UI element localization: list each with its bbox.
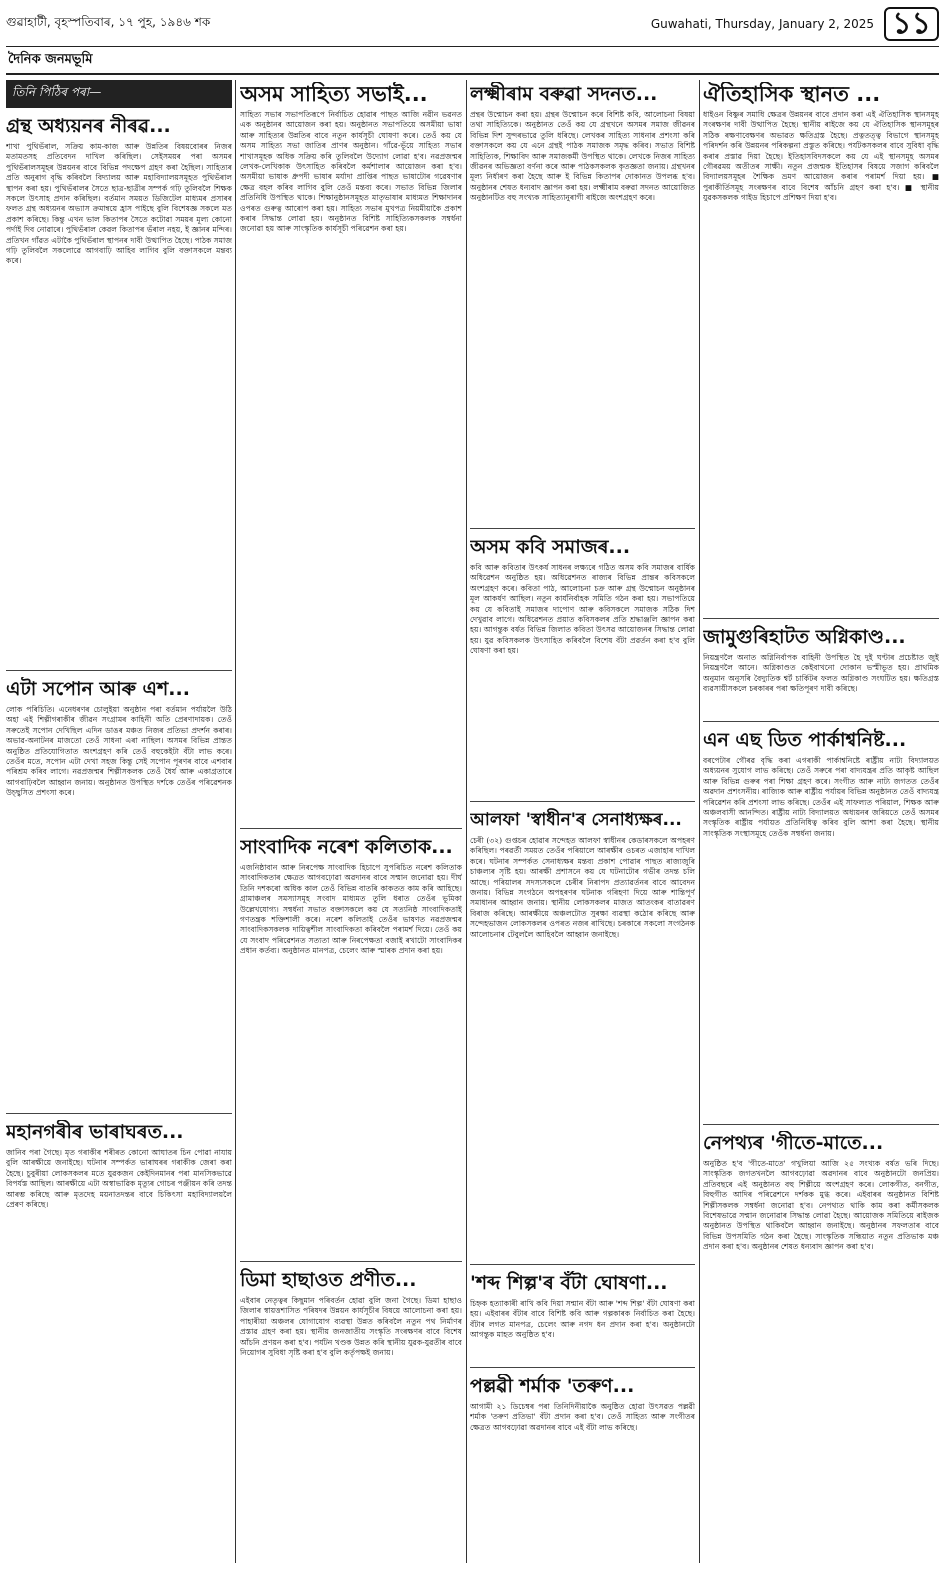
- article-body: প্ৰন্থৰ উন্মোচন কৰা হয়। গ্ৰন্থৰ উন্মোচন কৰে বিশিষ্ট কবি, আলোচনা বিষয়া তথা সাহিত্যিকে। অনুষ্ঠানত তেওঁ কয় যে গ্ৰন্থখনে অসমৰ সমাজ জীৱনৰ বিভিন্ন দিশ সুন্দৰভাৱে তুলি ধৰিছে। লেখকৰ সাহিত্য সাধনাৰ প্ৰশংসা কৰি বক্তাসকলে কয় যে এনে গ্ৰন্থই পাঠক সমাজক সমৃদ্ধ কৰিব। সভাত বিশিষ্ট সাহিত্যিক, শিক্ষাবিদ আৰু সমাজকৰ্মী উপস্থিত থাকে। লেখকে নিজৰ সাহিত্য জীৱনৰ অভিজ্ঞতা বৰ্ণনা কৰে আৰু পাঠকসকলক কৃতজ্ঞতা জনায়। গ্ৰন্থখনৰ মূল্য নিৰ্ধাৰণ কৰা হৈছে আৰু ই বিভিন্ন কিতাপৰ দোকানত উপলব্ধ হ'ব। অনুষ্ঠানৰ শেষত ধন্যবাদ জ্ঞাপন কৰা হয়। লক্ষ্মীৰাম বৰুৱা সদনত আয়োজিত অনুষ্ঠানটিত বহু সংখ্যক সাহিত্যানুৰাগী ৰাইজে অংশগ্ৰহণ কৰে।: [470, 110, 695, 203]
- article-lakshmiram: [470, 82, 695, 520]
- article-body: জানিব পৰা গৈছে। মৃত গৰাকীৰ শৰীৰত কোনো আঘাতৰ চিন পোৱা নাযায় বুলি আৰক্ষীয়ে জনাইছে। ঘটনাৰ সম্পৰ্কত ভাৰাঘৰৰ গৰাকীক জেৰা কৰা হৈছে। চুবুৰীয়া লোকসকলৰ মতে যুৱকজন কেইদিনমানৰ পৰা মানসিকভাৱে বিপৰ্যস্ত আছিল। আৰক্ষীয়ে এটা অস্বাভাৱিক মৃত্যুৰ গোচৰ পঞ্জীয়ন কৰি তদন্ত আৰম্ভ কৰিছে আৰু মৃতদেহ ময়নাতদন্তৰ বাবে চিকিৎসা মহাবিদ্যালয়লৈ প্ৰেৰণ কৰিছে।: [6, 1148, 232, 1210]
- article-kabi: [470, 535, 695, 793]
- article-phd: [703, 728, 939, 1116]
- article-body: চেৰী (৩২) গুপ্তচৰ হোৱাৰ সন্দেহত আলফা স্বাধীনৰ কেডাৰসকলে অপহৰণ কৰিছিল। পৰৱৰ্তী সময়ত তেওঁৰ পৰিয়ালে আৰক্ষীৰ ওচৰত এজাহাৰ দাখিল কৰে। ঘটনাৰ সম্পৰ্কত সেনাধ্যক্ষৰ মন্তব্য প্ৰকাশ পোৱাৰ পাছত ৰাজ্যজুৰি চাঞ্চল্যৰ সৃষ্টি হয়। আৰক্ষী প্ৰশাসনে কয় যে ঘটনাটোৰ গভীৰ তদন্ত চলি আছে। পৰিয়ালৰ সদস্যসকলে চেৰীৰ নিৰাপদ প্ৰত্যাৱৰ্তনৰ বাবে আবেদন জনায়। বিভিন্ন সংগঠনে অপহৰণৰ ঘটনাক গৰিহণা দিয়ে আৰু শান্তিপূৰ্ণ সমাধানৰ আহ্বান জনায়। স্থানীয় লোকসকলৰ মাজত আতংকৰ বাতাৱৰণ বিৰাজ কৰিছে। আৰক্ষীয়ে অঞ্চলটোত সুৰক্ষা ব্যৱস্থা কঠোৰ কৰিছে আৰু সন্দেহভাজন লোকসকলৰ ওপৰত নজৰ ৰাখিছে। চৰকাৰে সকলো সংগঠনক আলোচনাৰ টেবুললৈ আহিবলৈ আহ্বান জনাইছে।: [470, 836, 695, 939]
- article-jamuguri: [703, 625, 939, 713]
- divider: [470, 801, 695, 802]
- headline: পল্লৱী শৰ্মাক 'তৰুণ...: [470, 1375, 635, 1397]
- dateline-right: Guwahati, Thursday, January 2, 2025: [650, 17, 875, 31]
- headline: লক্ষ্মীৰাম বৰুৱা সদনত...: [470, 83, 658, 105]
- column-divider: [466, 80, 467, 1563]
- divider: [703, 1124, 939, 1125]
- divider: [470, 1264, 695, 1265]
- article-body: নিয়ন্ত্ৰণলৈ অনাত অগ্নিনিৰ্বাপক বাহিনী উপস্থিত হৈ দুই ঘণ্টাৰ প্ৰচেষ্টাত জুই নিয়ন্ত্ৰণলৈ আনে। অগ্নিকাণ্ডত কেইবাখনো দোকান ভস্মীভূত হয়। প্ৰাথমিক অনুমান অনুসৰি বৈদ্যুতিক শ্বৰ্ট চাৰ্কিটৰ ফলত অগ্নিকাণ্ড সংঘটিত হয়। ক্ষতিগ্ৰস্ত ব্যৱসায়ীসকলে চৰকাৰৰ পৰা ক্ষতিপূৰণ দাবী কৰিছে।: [703, 653, 939, 694]
- divider: [6, 670, 232, 671]
- divider: [470, 1367, 695, 1368]
- divider: [703, 618, 939, 619]
- section-label: তিনি পিঠিৰ পৰা—: [6, 80, 232, 108]
- article-granth: [6, 114, 232, 662]
- article-body: বৰপেটাৰ গৌৰৱ বৃদ্ধি কৰা এগৰাকী পাৰ্কাশ্বনিষ্টে ৰাষ্ট্ৰীয় নাট্য বিদ্যালয়ত অধ্যয়নৰ সুযোগ লাভ কৰিছে। তেওঁ সৰুৰে পৰা বাদ্যযন্ত্ৰৰ প্ৰতি আকৃষ্ট আছিল আৰু বিভিন্ন গুৰুৰ পৰা শিক্ষা গ্ৰহণ কৰে। সংগীত আৰু নাট্য জগতত তেওঁৰ অৱদান প্ৰশংসনীয়। ৰাজ্যিক আৰু ৰাষ্ট্ৰীয় পৰ্যায়ৰ বিভিন্ন অনুষ্ঠানত তেওঁ বাদ্যযন্ত্ৰ পৰিৱেশন কৰি প্ৰশংসা লাভ কৰিছে। তেওঁৰ এই সাফল্যত পৰিয়াল, শিক্ষক আৰু অঞ্চলবাসী আনন্দিত। ৰাষ্ট্ৰীয় নাট্য বিদ্যালয়ত অধ্যয়নৰ জৰিয়তে তেওঁ অসমৰ সংস্কৃতিক ৰাষ্ট্ৰীয় পৰ্যায়ত প্ৰতিনিধিত্ব কৰিব বুলি আশা কৰা হৈছে। স্থানীয় সাংস্কৃতিক সংস্থাসমূহে তেওঁক সম্বৰ্ধনা জনায়।: [703, 756, 939, 838]
- column-1: [6, 80, 232, 1563]
- masthead: [6, 46, 939, 75]
- page-number: ১১: [884, 7, 939, 41]
- article-dima: [240, 1268, 462, 1358]
- column-divider: [699, 80, 700, 1563]
- brand-name: দৈনিক জনমভূমি: [8, 52, 93, 67]
- headline: ডিমা হাছাওত প্ৰণীত...: [240, 1269, 417, 1291]
- headline: এটা সপোন আৰু এশ...: [6, 678, 190, 700]
- article-alfa: [470, 808, 695, 1256]
- headline: মহানগৰীৰ ভাৰাঘৰত...: [6, 1121, 184, 1143]
- headline: নেপথ্যৰ 'গীতে-মাতে...: [703, 1132, 884, 1154]
- article-mahanagar: [6, 1120, 232, 1210]
- column-2: [240, 80, 462, 1563]
- article-body: সাহিত্য সভাৰ সভাপতিৰূপে নিৰ্বাচিত হোৱাৰ পাছত আজি নৱীন ভৱনত এক অনুষ্ঠানৰ আয়োজন কৰা হয়। অনুষ্ঠানত সভাপতিয়ে অসমীয়া ভাষা আৰু সাহিত্যৰ উন্নতিৰ বাবে নতুন কাৰ্যসূচী ঘোষণা কৰে। তেওঁ কয় যে অসম সাহিত্য সভা জাতিৰ প্ৰাণৰ অনুষ্ঠান। গাঁৱে-ভূঁয়ে সাহিত্য সভাৰ শাখাসমূহক অধিক সক্ৰিয় কৰি তুলিবলৈ উদ্যোগ লোৱা হ'ব। নৱপ্ৰজন্মৰ লেখক-লেখিকাক উৎসাহিত কৰিবলৈ কৰ্মশালাৰ আয়োজন কৰা হ'ব। অসমীয়া ভাষাক ধ্ৰুপদী ভাষাৰ মৰ্যাদা প্ৰাপ্তিৰ পাছত ভাষাটোৰ গৱেষণাৰ ক্ষেত্ৰ বহল কৰিব লাগিব বুলি তেওঁ মন্তব্য কৰে। সভাত বিভিন্ন জিলাৰ প্ৰতিনিধি উপস্থিত থাকে। শিক্ষানুষ্ঠানসমূহত মাতৃভাষাৰ মাধ্যমত শিক্ষাদানৰ ওপৰত গুৰুত্ব আৰোপ কৰা হয়। সাহিত্য সভাৰ মুখপত্ৰ নিয়মীয়াকৈ প্ৰকাশ কৰাৰ সিদ্ধান্ত লোৱা হয়। অনুষ্ঠানত বিশিষ্ট সাহিত্যিকসকলক সম্বৰ্ধনা জনোৱা হয় আৰু সাংস্কৃতিক কাৰ্যসূচী পৰিৱেশন কৰা হয়।: [240, 110, 462, 234]
- headline: সাংবাদিক নৰেশ কলিতাক...: [240, 836, 453, 858]
- article-body: শাখা পুথিভঁৰাল, সক্ৰিয় কাম-কাজ আৰু উন্নতিৰ বিষয়বোৰৰ নিজৰ মতামতসহ প্ৰতিবেদন দাখিল কৰিছিল। সেইসময়ৰ পৰা অসমৰ পুথিভঁৰালসমূহৰ উন্নয়নৰ বাবে বিভিন্ন পদক্ষেপ গ্ৰহণ কৰা হৈছিল। সাহিত্যৰ প্ৰতি অনুৰাগ বৃদ্ধি কৰিবলৈ বিদ্যালয় আৰু মহাবিদ্যালয়সমূহত পুথিভঁৰাল স্থাপন কৰা হয়। পুথিভঁৰালৰ সৈতে ছাত্ৰ-ছাত্ৰীৰ সম্পৰ্ক গঢ়ি তুলিবলৈ শিক্ষক সকলে উৎসাহ প্ৰদান কৰিছিল। বৰ্তমান সময়ত ডিজিটেল মাধ্যমৰ প্ৰসাৰৰ ফলত গ্ৰন্থ অধ্যয়নৰ অভ্যাস ক্ৰমান্বয়ে হ্ৰাস পাইছে বুলি বিশেষজ্ঞ সকলে মত প্ৰকাশ কৰিছে। কিন্তু এখন ভাল কিতাপৰ সৈতে কটোৱা সময়ৰ মূল্য কোনো পৰ্দাই দিব নোৱাৰে। পুথিভঁৰাল কেৱল কিতাপৰ ভঁৰাল নহয়, ই জ্ঞানৰ মন্দিৰ। প্ৰতিখন গাঁৱত এটাকৈ পুথিভঁৰাল স্থাপনৰ দাবী উত্থাপিত হৈছে। পাঠক সমাজ গঢ়ি তুলিবলৈ সকলোৱে আগবাঢ়ি আহিব লাগিব বুলি বক্তাসকলে মন্তব্য কৰে।: [6, 142, 232, 266]
- divider: [240, 828, 462, 829]
- article-body: লোক পৰিচিতি। এনেধৰণৰ চোলুইয়া অনুষ্ঠান পৰা বৰ্তমান পৰ্যায়লৈ উঠি অহা এই শিল্পীগৰাকীৰ জীৱন সংগ্ৰামৰ কাহিনী অতি প্ৰেৰণাদায়ক। তেওঁ সৰুতেই সপোন দেখিছিল এদিন ডাঙৰ মঞ্চত নিজৰ প্ৰতিভা প্ৰদৰ্শন কৰাৰ। অভাৱ-অনাটনৰ মাজতো তেওঁ সাধনা এৰা নাছিল। অসমৰ বিভিন্ন প্ৰান্তত অনুষ্ঠিত প্ৰতিযোগিতাত অংশগ্ৰহণ কৰি তেওঁ বহুকেইটা বঁটা লাভ কৰে। তেওঁৰ মতে, সপোন এটা দেখা সহজ কিন্তু সেই সপোন পূৰণৰ বাবে এশবাৰ পৰিশ্ৰম কৰিব লাগে। নৱপ্ৰজন্মৰ শিল্পীসকলক তেওঁ ধৈৰ্য আৰু একাগ্ৰতাৰে আগবাঢ়িবলৈ আহ্বান জনায়। অনুষ্ঠানত উপস্থিত দৰ্শকে তেওঁৰ পৰিৱেশনক উচ্ছ্বসিত প্ৰশংসা কৰে।: [6, 705, 232, 798]
- article-body: চিহ্নক হত্যাকাৰী ৰাখি কবি দিয়া সন্মান বঁটা আৰু 'শব্দ শিল্প' বঁটা ঘোষণা কৰা হয়। এইবাৰৰ বঁটাৰ বাবে বিশিষ্ট কবি আৰু গল্পকাৰক নিৰ্বাচিত কৰা হৈছে। বঁটাৰ লগত মানপত্ৰ, চেলেং আৰু নগদ ধন প্ৰদান কৰা হ'ব। অনুষ্ঠানটো আগন্তুক মাহত অনুষ্ঠিত হ'ব।: [470, 1299, 695, 1340]
- dateline-left: গুৱাহাটী, বৃহস্পতিবাৰ, ১৭ পুহ, ১৯৪৬ শক: [6, 15, 211, 29]
- headline: 'শব্দ শিল্প'ৰ বঁটা ঘোষণা...: [470, 1272, 668, 1294]
- headline: এন এছ ডিত পাৰ্কাশ্বনিষ্ট...: [703, 729, 907, 751]
- article-sahitya: [240, 82, 462, 820]
- headline: গ্ৰন্থ অধ্যয়নৰ নীৰৱ...: [6, 115, 171, 137]
- divider: [6, 1113, 232, 1114]
- headline: ঐতিহাসিক স্থানত ...: [703, 82, 881, 106]
- headline: আলফা 'স্বাধীন'ৰ সেনাধ্যক্ষৰ...: [470, 810, 682, 830]
- headline: অসম সাহিত্য সভাই...: [240, 82, 428, 106]
- article-body: ধাইওন বিষ্ণুৰ সমাধি ক্ষেত্ৰৰ উন্নয়নৰ বাবে প্ৰদান কৰা এই ঐতিহাসিক স্থানসমূহ সংৰক্ষণৰ দাবী উত্থাপিত হৈছে। স্থানীয় ৰাইজে কয় যে ঐতিহাসিক স্থানসমূহৰ সঠিক ৰক্ষণাবেক্ষণৰ অভাৱত ক্ষতিগ্ৰস্ত হৈছে। প্ৰত্নতত্ত্ব বিভাগে স্থানসমূহ পৰিদৰ্শন কৰি উন্নয়নৰ পৰিকল্পনা প্ৰস্তুত কৰিছে। পৰ্যটকসকলৰ বাবে সুবিধা বৃদ্ধি কৰাৰ প্ৰস্তাৱ দিয়া হৈছে। ইতিহাসবিদসকলে কয় যে এই স্থানসমূহ অসমৰ গৌৰৱময় অতীতৰ সাক্ষী। নতুন প্ৰজন্মক ইতিহাসৰ বিষয়ে সজাগ কৰিবলৈ বিদ্যালয়সমূহৰ শৈক্ষিক ভ্ৰমণ আয়োজন কৰাৰ পৰামৰ্শ দিয়া হয়। ■ পুৰাকীৰ্তিসমূহ সংৰক্ষণৰ বাবে বিশেষ আঁচনি গ্ৰহণ কৰা হ'ব। ■ স্থানীয় যুৱকসকলক গাইড হিচাপে প্ৰশিক্ষণ দিয়া হ'ব।: [703, 110, 939, 203]
- article-body: কবি আৰু কবিতাৰ উৎকৰ্ষ সাধনৰ লক্ষ্যৰে গঠিত অসম কবি সমাজৰ বাৰ্ষিক অধিৱেশন অনুষ্ঠিত হয়। অধিৱেশনত ৰাজ্যৰ বিভিন্ন প্ৰান্তৰ কবিসকলে অংশগ্ৰহণ কৰে। কবিতা পাঠ, আলোচনা চক্ৰ আৰু গ্ৰন্থ উন্মোচন অনুষ্ঠানৰ মূল আকৰ্ষণ আছিল। নতুন কাৰ্যনিৰ্বাহক সমিতি গঠন কৰা হয়। সভাপতিয়ে কয় যে কবিতাই সমাজৰ দাপোণ আৰু কবিসকলে সমাজক সঠিক দিশ দেখুৱাব লাগে। অধিৱেশনত প্ৰয়াত কবিসকলৰ প্ৰতি শ্ৰদ্ধাঞ্জলি জ্ঞাপন কৰা হয়। আগন্তুক বৰ্ষত বিভিন্ন জিলাত কবিতা উৎসৱ আয়োজনৰ সিদ্ধান্ত লোৱা হয়। যুৱ কবিসকলক উৎসাহিত কৰিবলৈ বিশেষ বঁটা প্ৰৱৰ্তন কৰা হ'ব বুলি ঘোষণা কৰা হয়।: [470, 563, 695, 656]
- article-oitihasik: [703, 82, 939, 610]
- article-body: আগামী ২১ ডিচেম্বৰ পৰা তিনিদিনীয়াকৈ অনুষ্ঠিত হোৱা উৎসৱত পল্লৱী শৰ্মাক 'তৰুণ প্ৰতিভা' বঁটা প্ৰদান কৰা হ'ব। তেওঁ সাহিত্য আৰু সংগীতৰ ক্ষেত্ৰত আগবঢ়োৱা অৱদানৰ বাবে এই বঁটা লাভ কৰিছে।: [470, 1402, 695, 1432]
- article-body: অনুষ্ঠিত হ'ব 'গীতে-মাতে' গখুলিয়া আজি ২৫ সংখ্যক বৰ্ষত ভৰি দিছে। সাংস্কৃতিক জগতখনলৈ আগবঢ়োৱা অৱদানৰ বাবে অনুষ্ঠানটো জনপ্ৰিয়। প্ৰতিবছৰে এই অনুষ্ঠানত বহু শিল্পীয়ে অংশগ্ৰহণ কৰে। লোকগীত, বনগীত, বিহুগীত আদিৰ পৰিৱেশনে দৰ্শকক মুগ্ধ কৰে। এইবাৰৰ অনুষ্ঠানত বিশিষ্ট শিল্পীসকলক সম্বৰ্ধনা জনোৱা হ'ব। নেপথ্যত থাকি কাম কৰা কৰ্মীসকলক বিশেষভাৱে সন্মান জনোৱাৰ সিদ্ধান্ত লোৱা হৈছে। আয়োজক সমিতিয়ে ৰাইজক অনুষ্ঠানত উপস্থিত থাকিবলৈ আহ্বান জনাইছে। অনুষ্ঠানৰ সফলতাৰ বাবে বিভিন্ন উপসমিতি গঠন কৰা হৈছে। সাংস্কৃতিক সন্ধিয়াত নতুন প্ৰতিভাক মঞ্চ প্ৰদান কৰা হ'ব। অনুষ্ঠানৰ শেষত ধন্যবাদ জ্ঞাপন কৰা হ'ব।: [703, 1159, 939, 1252]
- headline: জামুগুৰিহাটত অগ্নিকাণ্ড...: [703, 626, 906, 648]
- article-body: এইবাৰ নেতৃত্বৰ কিছুমান পৰিবৰ্তন হোৱা বুলি জনা গৈছে। ডিমা হাছাও জিলাৰ স্বায়ত্তশাসিত পৰিষদৰ উন্নয়ন কাৰ্যসূচীৰ বিষয়ে আলোচনা কৰা হয়। পাহাৰীয়া অঞ্চলৰ যোগাযোগ ব্যৱস্থা উন্নত কৰিবলৈ নতুন পথ নিৰ্মাণৰ প্ৰস্তাৱ গ্ৰহণ কৰা হয়। স্থানীয় জনজাতীয় সংস্কৃতি সংৰক্ষণৰ বাবে বিশেষ আঁচনি প্ৰণয়ন কৰা হ'ব। পৰ্যটন খণ্ডক উন্নত কৰি স্থানীয় যুৱক-যুৱতীৰ বাবে নিয়োগৰ সুবিধা সৃষ্টি কৰা হ'ব বুলি কৰ্তৃপক্ষই জনায়।: [240, 1296, 462, 1358]
- article-gite: [703, 1131, 939, 1253]
- top-line: [6, 2, 939, 46]
- top-right: [651, 7, 939, 41]
- article-pallabi: [470, 1374, 695, 1433]
- column-3: [470, 80, 695, 1563]
- divider: [240, 1261, 462, 1262]
- divider: [470, 528, 695, 529]
- article-body: এজনিষ্ঠাবান আৰু নিৰপেক্ষ সাংবাদিক হিচাপে সুপৰিচিত নৰেশ কলিতাক সাংবাদিকতাৰ ক্ষেত্ৰত আগবঢ়োৱা অৱদানৰ বাবে সম্মান জনোৱা হয়। দীৰ্ঘ তিনি দশকৰো অধিক কাল তেওঁ বিভিন্ন বাতৰি কাকতত কাম কৰি আহিছে। গ্ৰামাঞ্চলৰ সমস্যাসমূহ সংবাদ মাধ্যমত তুলি ধৰাত তেওঁৰ ভূমিকা উল্লেখযোগ্য। সম্বৰ্ধনা সভাত বক্তাসকলে কয় যে সত্যনিষ্ঠ সাংবাদিকতাই গণতন্ত্ৰক শক্তিশালী কৰে। নৰেশ কলিতাই তেওঁৰ ভাষণত নৱপ্ৰজন্মৰ সাংবাদিকসকলক দায়িত্বশীল সাংবাদিকতা কৰিবলৈ পৰামৰ্শ দিয়ে। তেওঁ কয় যে সংবাদ পৰিৱেশনত সত্যতা আৰু নিৰপেক্ষতা বজাই ৰখাটো সাংবাদিকৰ প্ৰধান কৰ্তব্য। অনুষ্ঠানত মানপত্ৰ, চেলেং আৰু স্মাৰক প্ৰদান কৰা হয়।: [240, 863, 462, 956]
- article-shabda: [470, 1271, 695, 1359]
- article-sangbadik: [240, 835, 462, 1253]
- divider: [703, 721, 939, 722]
- column-4: [703, 80, 939, 1563]
- headline: অসম কবি সমাজৰ...: [470, 536, 631, 558]
- column-divider: [235, 80, 236, 1563]
- article-sapon: [6, 677, 232, 1105]
